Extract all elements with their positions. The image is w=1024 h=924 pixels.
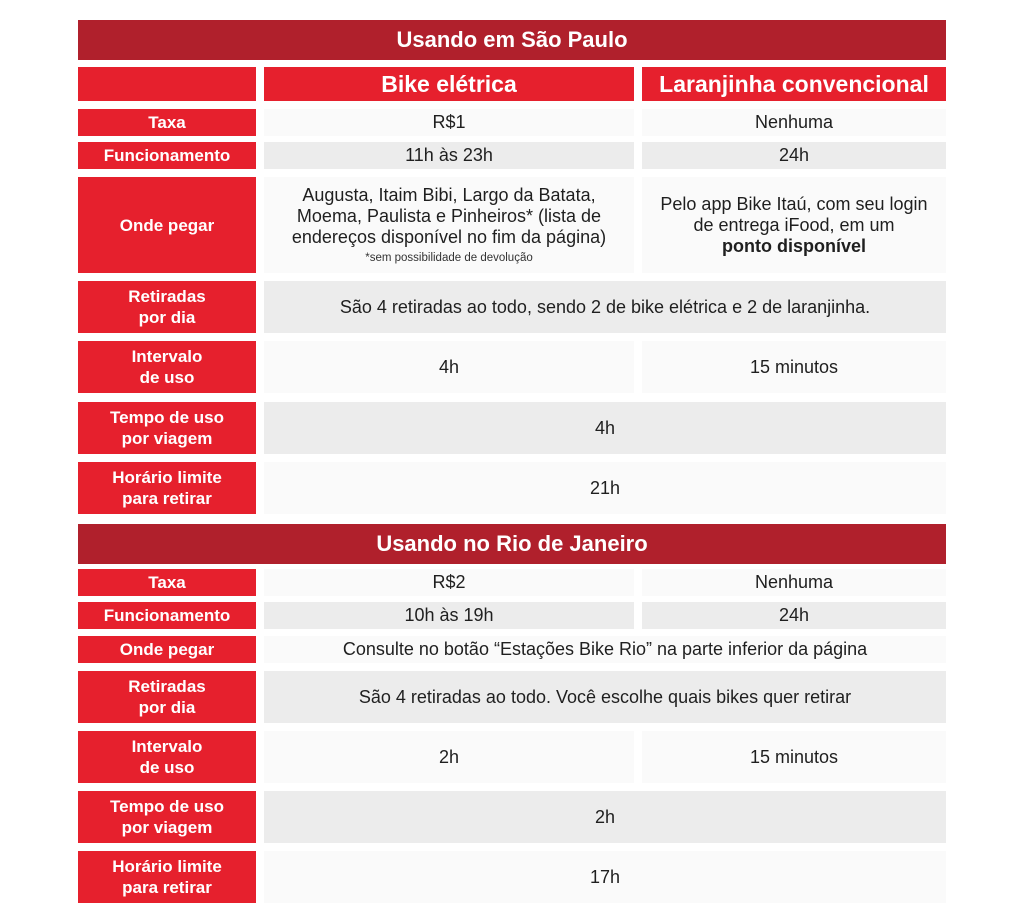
cell-text: R$2 <box>432 572 466 592</box>
row-label-onde-pegar <box>78 636 256 663</box>
row-label-text: Taxa <box>148 573 186 592</box>
row-label-text: Intervalo <box>131 737 203 756</box>
row-label-taxa <box>78 109 256 136</box>
cell-retiradas <box>264 671 946 723</box>
row-label-text: Tempo de uso <box>110 408 224 427</box>
cell-horario <box>264 462 946 514</box>
cell-taxa-bike-eletrica <box>264 569 634 596</box>
cell-taxa-laranjinha <box>642 569 946 596</box>
cell-text: 21h <box>589 477 621 498</box>
cell-text: 15 minutos <box>749 356 839 377</box>
row-label-horario <box>78 462 256 514</box>
section-title-text: Usando no Rio de Janeiro <box>376 531 648 556</box>
cell-text: 17h <box>589 866 621 887</box>
cell-text: 24h <box>778 145 810 165</box>
bold-text: ponto disponível <box>722 235 866 256</box>
cell-intervalo-laranjinha <box>642 341 946 393</box>
row-label-text: Retiradas <box>128 677 206 696</box>
row-label-text: Onde pegar <box>119 215 215 235</box>
cell-funcionamento-laranjinha <box>642 602 946 629</box>
cell-text: Pelo app Bike Itaú, com seu login de entrega iFood, em um <box>660 193 928 235</box>
row-label-text: de uso <box>139 368 195 387</box>
cell-text: Nenhuma <box>754 112 834 132</box>
row-label-intervalo <box>78 731 256 783</box>
row-label-text: por viagem <box>121 429 213 448</box>
row-label-text: para retirar <box>122 489 212 508</box>
cell-text: 10h às 19h <box>404 605 494 625</box>
row-label-tempo <box>78 402 256 454</box>
section-title-sao-paulo <box>78 20 946 60</box>
row-label-intervalo <box>78 341 256 393</box>
row-label-text: por viagem <box>121 818 213 837</box>
column-header-laranjinha <box>642 67 946 101</box>
column-header-text: Laranjinha convencional <box>659 70 929 97</box>
row-label-text: Intervalo <box>131 347 203 366</box>
row-label-text: Horário limite <box>112 857 222 876</box>
row-label-text: Retiradas <box>128 287 206 306</box>
row-label-funcionamento <box>78 142 256 169</box>
row-label-text: Onde pegar <box>119 640 215 659</box>
row-label-taxa <box>78 569 256 596</box>
cell-content <box>656 194 932 257</box>
cell-text: 2h <box>438 746 460 767</box>
cell-intervalo-bike-eletrica <box>264 341 634 393</box>
cell-text: 2h <box>594 806 616 827</box>
row-label-text: de uso <box>139 758 195 777</box>
cell-tempo <box>264 791 946 843</box>
row-label-text: Funcionamento <box>103 146 231 165</box>
footnote-text: *sem possibilidade de devolução <box>365 251 533 264</box>
cell-horario <box>264 851 946 903</box>
cell-funcionamento-laranjinha <box>642 142 946 169</box>
cell-text: 11h às 23h <box>405 145 493 165</box>
row-label-text: por dia <box>138 308 196 327</box>
row-label-text: Tempo de uso <box>110 797 224 816</box>
header-empty-cell <box>78 67 256 101</box>
row-label-text: Funcionamento <box>103 606 231 625</box>
row-label-text: para retirar <box>122 878 212 897</box>
row-label-funcionamento <box>78 602 256 629</box>
row-label-horario <box>78 851 256 903</box>
cell-text: Consulte no botão “Estações Bike Rio” na parte inferior da página <box>342 639 868 659</box>
cell-taxa-bike-eletrica <box>264 109 634 136</box>
cell-text: 4h <box>594 417 616 438</box>
cell-text: 24h <box>778 605 810 625</box>
cell-intervalo-laranjinha <box>642 731 946 783</box>
row-label-tempo <box>78 791 256 843</box>
row-label-text: Horário limite <box>112 468 222 487</box>
row-label-text: por dia <box>138 698 196 717</box>
cell-text: R$1 <box>432 112 466 132</box>
cell-text: 15 minutos <box>749 746 839 767</box>
cell-onde-pegar-bike-eletrica <box>264 177 634 273</box>
cell-onde-pegar <box>264 636 946 663</box>
cell-text: Augusta, Itaim Bibi, Largo da Batata, Moema, Paulista e Pinheiros* (lista de endereços disponível no fim da página) <box>291 184 607 247</box>
cell-funcionamento-bike-eletrica <box>264 142 634 169</box>
cell-text: São 4 retiradas ao todo, sendo 2 de bike elétrica e 2 de laranjinha. <box>339 296 871 317</box>
column-header-text: Bike elétrica <box>381 70 517 97</box>
cell-tempo <box>264 402 946 454</box>
section-title-rio <box>78 524 946 564</box>
cell-text: 4h <box>438 356 460 377</box>
row-label-text: Taxa <box>148 113 186 132</box>
row-label-onde-pegar <box>78 177 256 273</box>
row-label-retiradas <box>78 281 256 333</box>
cell-intervalo-bike-eletrica <box>264 731 634 783</box>
cell-onde-pegar-laranjinha <box>642 177 946 273</box>
section-title-text: Usando em São Paulo <box>396 27 628 52</box>
row-label-retiradas <box>78 671 256 723</box>
cell-taxa-laranjinha <box>642 109 946 136</box>
cell-content <box>278 185 620 266</box>
cell-text: São 4 retiradas ao todo. Você escolhe quais bikes quer retirar <box>358 686 852 707</box>
column-header-bike-eletrica <box>264 67 634 101</box>
cell-funcionamento-bike-eletrica <box>264 602 634 629</box>
cell-text: Nenhuma <box>754 572 834 592</box>
cell-retiradas <box>264 281 946 333</box>
